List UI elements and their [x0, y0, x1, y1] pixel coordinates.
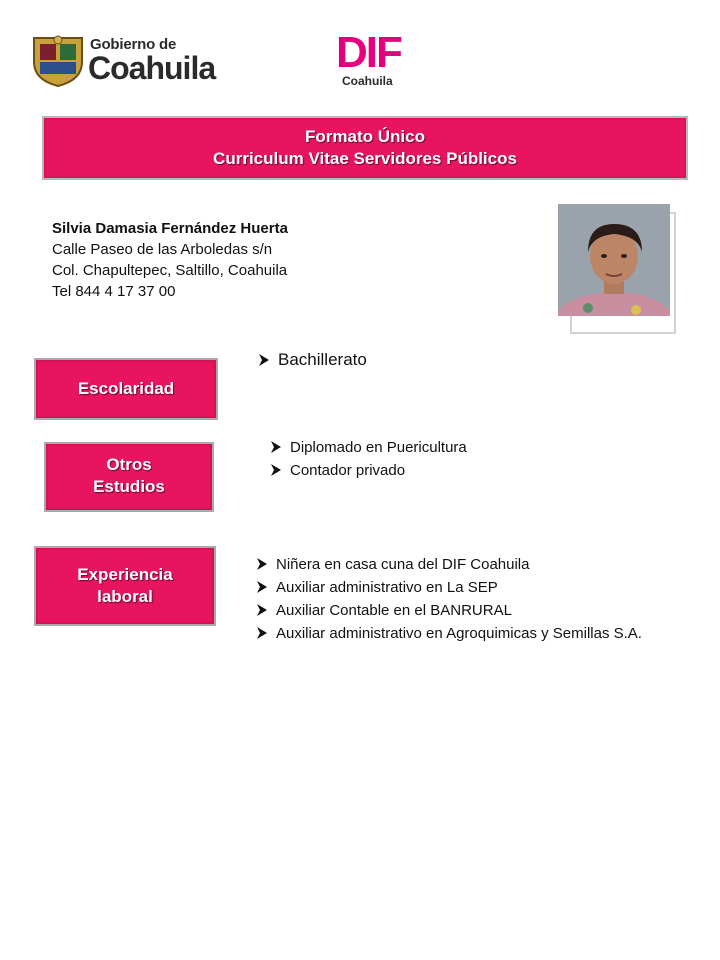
- list-item: [254, 599, 682, 622]
- coahuila-text: Coahuila: [88, 50, 216, 86]
- banner-title: Formato Único: [305, 127, 425, 146]
- arrow-bullet-icon: [256, 352, 272, 368]
- otros-label-line-1: Otros: [106, 455, 152, 474]
- list-item-text: Contador privado: [290, 462, 406, 479]
- arrow-bullet-icon: [268, 439, 284, 455]
- arrow-bullet-icon: [268, 462, 284, 478]
- experiencia-laboral-label: [34, 546, 216, 626]
- phone: Tel 844 4 17 37 00: [52, 283, 176, 300]
- banner-subtitle: Curriculum Vitae Servidores Públicos: [213, 149, 517, 168]
- experiencia-label-line-1: Experiencia: [77, 565, 173, 584]
- dif-logo: [330, 28, 420, 94]
- dif-logo-text: DIF: [336, 28, 401, 77]
- list-item: [254, 622, 682, 645]
- list-item-text: Auxiliar Contable en el BANRURAL: [276, 602, 512, 619]
- title-banner: [42, 116, 688, 180]
- list-item: [254, 553, 682, 576]
- gobierno-de-text: Gobierno de: [90, 36, 177, 53]
- otros-estudios-list: [268, 436, 568, 482]
- gobierno-coahuila-logo: [30, 30, 230, 92]
- coat-of-arms-icon: [30, 32, 86, 88]
- list-item-text: Niñera en casa cuna del DIF Coahuila: [276, 556, 530, 573]
- list-item: [268, 459, 568, 482]
- list-item-text: Diplomado en Puericultura: [290, 439, 467, 456]
- escolaridad-label-text: Escolaridad: [77, 379, 175, 398]
- arrow-bullet-icon: [254, 602, 270, 618]
- portrait-image: [558, 204, 670, 316]
- escolaridad-list: [256, 348, 367, 372]
- list-item-text: Auxiliar administrativo en Agroquimicas y Semillas S.A.: [276, 625, 642, 642]
- arrow-bullet-icon: [254, 625, 270, 641]
- list-item: [268, 436, 568, 459]
- otros-estudios-label: [44, 442, 214, 512]
- contact-block: [52, 218, 288, 302]
- person-name: Silvia Damasia Fernández Huerta: [52, 220, 288, 237]
- otros-label-line-2: Estudios: [93, 477, 165, 496]
- address-line-2: Col. Chapultepec, Saltillo, Coahuila: [52, 262, 288, 279]
- dif-logo-subtext: Coahuila: [342, 74, 393, 88]
- experiencia-list: [254, 553, 682, 645]
- arrow-bullet-icon: [254, 556, 270, 572]
- list-item: [254, 576, 682, 599]
- profile-photo: [558, 204, 670, 316]
- experiencia-label-line-2: laboral: [97, 587, 153, 606]
- list-item-text: Bachillerato: [278, 350, 367, 369]
- arrow-bullet-icon: [254, 579, 270, 595]
- list-item: [256, 348, 367, 372]
- escolaridad-label: [34, 358, 218, 420]
- address-line-1: Calle Paseo de las Arboledas s/n: [52, 241, 273, 258]
- list-item-text: Auxiliar administrativo en La SEP: [276, 579, 498, 596]
